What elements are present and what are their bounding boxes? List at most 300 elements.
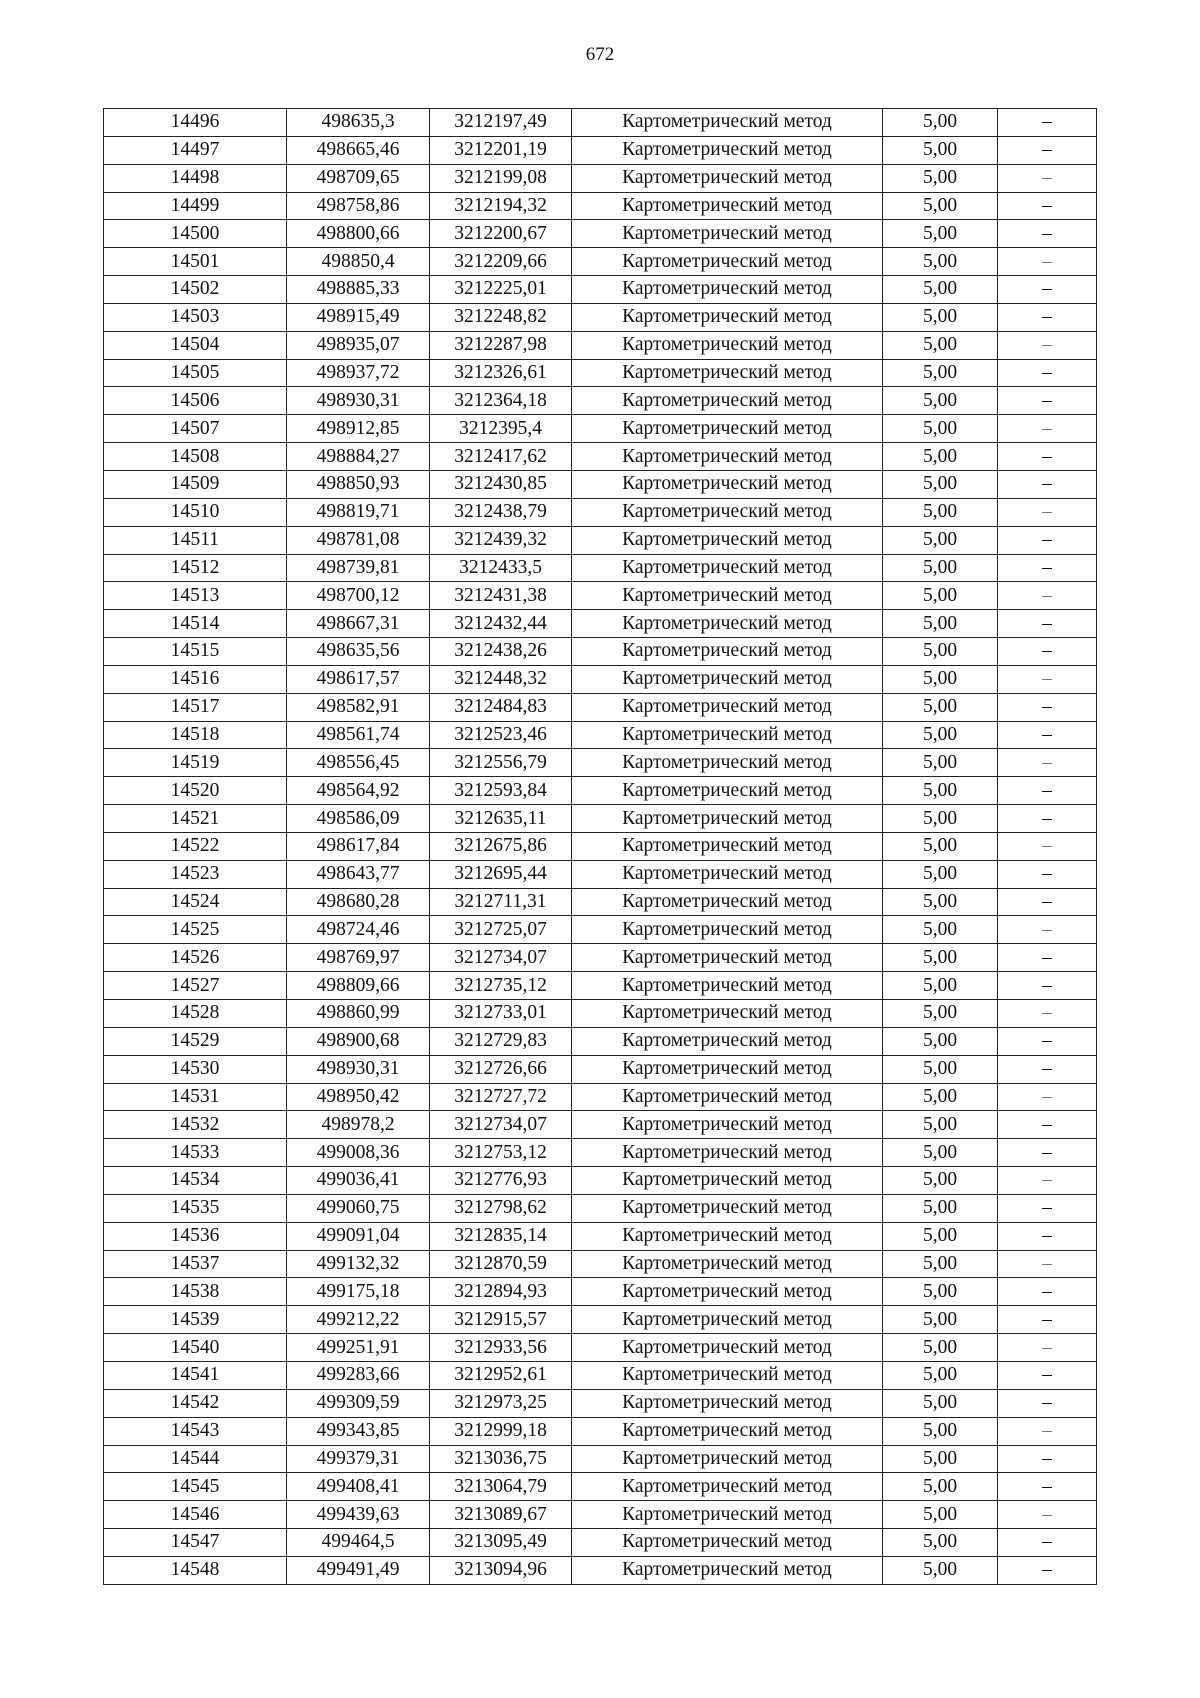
y-coordinate-cell: 3212635,11 bbox=[430, 805, 572, 833]
y-coordinate-cell: 3212753,12 bbox=[430, 1139, 572, 1167]
y-coordinate-cell: 3212952,61 bbox=[430, 1361, 572, 1389]
description-cell: – bbox=[998, 944, 1097, 972]
method-cell: Картометрический метод bbox=[572, 888, 883, 916]
x-coordinate-cell: 498586,09 bbox=[287, 805, 430, 833]
method-cell: Картометрический метод bbox=[572, 331, 883, 359]
method-cell: Картометрический метод bbox=[572, 860, 883, 888]
x-coordinate-cell: 498930,31 bbox=[287, 1055, 430, 1083]
description-cell: – bbox=[998, 1473, 1097, 1501]
y-coordinate-cell: 3212197,49 bbox=[430, 109, 572, 137]
table-row bbox=[104, 1000, 1097, 1028]
point-number-cell: 14502 bbox=[104, 276, 287, 304]
accuracy-cell: 5,00 bbox=[883, 136, 998, 164]
point-number-cell: 14509 bbox=[104, 470, 287, 498]
accuracy-cell: 5,00 bbox=[883, 470, 998, 498]
method-cell: Картометрический метод bbox=[572, 1334, 883, 1362]
method-cell: Картометрический метод bbox=[572, 777, 883, 805]
y-coordinate-cell: 3212727,72 bbox=[430, 1083, 572, 1111]
description-cell: – bbox=[998, 832, 1097, 860]
y-coordinate-cell: 3212729,83 bbox=[430, 1027, 572, 1055]
y-coordinate-cell: 3212199,08 bbox=[430, 164, 572, 192]
accuracy-cell: 5,00 bbox=[883, 1139, 998, 1167]
accuracy-cell: 5,00 bbox=[883, 498, 998, 526]
accuracy-cell: 5,00 bbox=[883, 1417, 998, 1445]
accuracy-cell: 5,00 bbox=[883, 749, 998, 777]
accuracy-cell: 5,00 bbox=[883, 1167, 998, 1195]
table-row bbox=[104, 1222, 1097, 1250]
description-cell: – bbox=[998, 109, 1097, 137]
point-number-cell: 14500 bbox=[104, 220, 287, 248]
table-row bbox=[104, 359, 1097, 387]
method-cell: Картометрический метод bbox=[572, 1027, 883, 1055]
accuracy-cell: 5,00 bbox=[883, 1000, 998, 1028]
point-number-cell: 14548 bbox=[104, 1556, 287, 1584]
point-number-cell: 14507 bbox=[104, 415, 287, 443]
description-cell: – bbox=[998, 721, 1097, 749]
point-number-cell: 14519 bbox=[104, 749, 287, 777]
y-coordinate-cell: 3212915,57 bbox=[430, 1306, 572, 1334]
description-cell: – bbox=[998, 387, 1097, 415]
point-number-cell: 14534 bbox=[104, 1167, 287, 1195]
x-coordinate-cell: 499091,04 bbox=[287, 1222, 430, 1250]
x-coordinate-cell: 499464,5 bbox=[287, 1529, 430, 1557]
coordinates-table bbox=[103, 108, 1097, 1585]
method-cell: Картометрический метод bbox=[572, 443, 883, 471]
accuracy-cell: 5,00 bbox=[883, 359, 998, 387]
accuracy-cell: 5,00 bbox=[883, 916, 998, 944]
accuracy-cell: 5,00 bbox=[883, 554, 998, 582]
y-coordinate-cell: 3212225,01 bbox=[430, 276, 572, 304]
accuracy-cell: 5,00 bbox=[883, 582, 998, 610]
y-coordinate-cell: 3212835,14 bbox=[430, 1222, 572, 1250]
method-cell: Картометрический метод bbox=[572, 164, 883, 192]
x-coordinate-cell: 498709,65 bbox=[287, 164, 430, 192]
point-number-cell: 14524 bbox=[104, 888, 287, 916]
method-cell: Картометрический метод bbox=[572, 638, 883, 666]
method-cell: Картометрический метод bbox=[572, 220, 883, 248]
point-number-cell: 14520 bbox=[104, 777, 287, 805]
description-cell: – bbox=[998, 359, 1097, 387]
y-coordinate-cell: 3212556,79 bbox=[430, 749, 572, 777]
table-row bbox=[104, 1306, 1097, 1334]
x-coordinate-cell: 499060,75 bbox=[287, 1194, 430, 1222]
description-cell: – bbox=[998, 610, 1097, 638]
accuracy-cell: 5,00 bbox=[883, 832, 998, 860]
accuracy-cell: 5,00 bbox=[883, 276, 998, 304]
description-cell: – bbox=[998, 749, 1097, 777]
method-cell: Картометрический метод bbox=[572, 1417, 883, 1445]
accuracy-cell: 5,00 bbox=[883, 1529, 998, 1557]
point-number-cell: 14517 bbox=[104, 693, 287, 721]
point-number-cell: 14510 bbox=[104, 498, 287, 526]
x-coordinate-cell: 498561,74 bbox=[287, 721, 430, 749]
description-cell: – bbox=[998, 1250, 1097, 1278]
accuracy-cell: 5,00 bbox=[883, 665, 998, 693]
y-coordinate-cell: 3212734,07 bbox=[430, 1111, 572, 1139]
point-number-cell: 14537 bbox=[104, 1250, 287, 1278]
table-row bbox=[104, 1111, 1097, 1139]
method-cell: Картометрический метод bbox=[572, 1055, 883, 1083]
table-row bbox=[104, 944, 1097, 972]
description-cell: – bbox=[998, 693, 1097, 721]
y-coordinate-cell: 3212448,32 bbox=[430, 665, 572, 693]
x-coordinate-cell: 498800,66 bbox=[287, 220, 430, 248]
y-coordinate-cell: 3212395,4 bbox=[430, 415, 572, 443]
description-cell: – bbox=[998, 1389, 1097, 1417]
description-cell: – bbox=[998, 888, 1097, 916]
x-coordinate-cell: 498700,12 bbox=[287, 582, 430, 610]
description-cell: – bbox=[998, 860, 1097, 888]
method-cell: Картометрический метод bbox=[572, 749, 883, 777]
x-coordinate-cell: 498643,77 bbox=[287, 860, 430, 888]
description-cell: – bbox=[998, 136, 1097, 164]
point-number-cell: 14515 bbox=[104, 638, 287, 666]
y-coordinate-cell: 3213089,67 bbox=[430, 1501, 572, 1529]
description-cell: – bbox=[998, 554, 1097, 582]
point-number-cell: 14497 bbox=[104, 136, 287, 164]
point-number-cell: 14539 bbox=[104, 1306, 287, 1334]
description-cell: – bbox=[998, 164, 1097, 192]
accuracy-cell: 5,00 bbox=[883, 109, 998, 137]
accuracy-cell: 5,00 bbox=[883, 805, 998, 833]
y-coordinate-cell: 3212725,07 bbox=[430, 916, 572, 944]
description-cell: – bbox=[998, 1194, 1097, 1222]
table-row bbox=[104, 1417, 1097, 1445]
table-row bbox=[104, 192, 1097, 220]
x-coordinate-cell: 499251,91 bbox=[287, 1334, 430, 1362]
table-row bbox=[104, 276, 1097, 304]
method-cell: Картометрический метод bbox=[572, 248, 883, 276]
point-number-cell: 14506 bbox=[104, 387, 287, 415]
point-number-cell: 14499 bbox=[104, 192, 287, 220]
y-coordinate-cell: 3212973,25 bbox=[430, 1389, 572, 1417]
method-cell: Картометрический метод bbox=[572, 1167, 883, 1195]
description-cell: – bbox=[998, 1278, 1097, 1306]
accuracy-cell: 5,00 bbox=[883, 972, 998, 1000]
accuracy-cell: 5,00 bbox=[883, 164, 998, 192]
point-number-cell: 14543 bbox=[104, 1417, 287, 1445]
accuracy-cell: 5,00 bbox=[883, 1556, 998, 1584]
x-coordinate-cell: 498978,2 bbox=[287, 1111, 430, 1139]
accuracy-cell: 5,00 bbox=[883, 331, 998, 359]
table-row bbox=[104, 415, 1097, 443]
accuracy-cell: 5,00 bbox=[883, 638, 998, 666]
method-cell: Картометрический метод bbox=[572, 610, 883, 638]
y-coordinate-cell: 3213064,79 bbox=[430, 1473, 572, 1501]
description-cell: – bbox=[998, 526, 1097, 554]
method-cell: Картометрический метод bbox=[572, 693, 883, 721]
y-coordinate-cell: 3212431,38 bbox=[430, 582, 572, 610]
x-coordinate-cell: 498884,27 bbox=[287, 443, 430, 471]
table-row bbox=[104, 693, 1097, 721]
x-coordinate-cell: 498564,92 bbox=[287, 777, 430, 805]
method-cell: Картометрический метод bbox=[572, 470, 883, 498]
table-row bbox=[104, 721, 1097, 749]
description-cell: – bbox=[998, 1529, 1097, 1557]
description-cell: – bbox=[998, 498, 1097, 526]
point-number-cell: 14516 bbox=[104, 665, 287, 693]
method-cell: Картометрический метод bbox=[572, 1250, 883, 1278]
accuracy-cell: 5,00 bbox=[883, 248, 998, 276]
y-coordinate-cell: 3212248,82 bbox=[430, 303, 572, 331]
description-cell: – bbox=[998, 1027, 1097, 1055]
table-row bbox=[104, 805, 1097, 833]
x-coordinate-cell: 498758,86 bbox=[287, 192, 430, 220]
table-row bbox=[104, 972, 1097, 1000]
y-coordinate-cell: 3212439,32 bbox=[430, 526, 572, 554]
y-coordinate-cell: 3212593,84 bbox=[430, 777, 572, 805]
method-cell: Картометрический метод bbox=[572, 526, 883, 554]
point-number-cell: 14531 bbox=[104, 1083, 287, 1111]
x-coordinate-cell: 498950,42 bbox=[287, 1083, 430, 1111]
point-number-cell: 14523 bbox=[104, 860, 287, 888]
table-row bbox=[104, 1501, 1097, 1529]
point-number-cell: 14505 bbox=[104, 359, 287, 387]
y-coordinate-cell: 3212726,66 bbox=[430, 1055, 572, 1083]
table-row bbox=[104, 526, 1097, 554]
page-number: 672 bbox=[585, 44, 615, 65]
x-coordinate-cell: 499212,22 bbox=[287, 1306, 430, 1334]
point-number-cell: 14533 bbox=[104, 1139, 287, 1167]
accuracy-cell: 5,00 bbox=[883, 777, 998, 805]
x-coordinate-cell: 499491,49 bbox=[287, 1556, 430, 1584]
method-cell: Картометрический метод bbox=[572, 136, 883, 164]
method-cell: Картометрический метод bbox=[572, 109, 883, 137]
point-number-cell: 14504 bbox=[104, 331, 287, 359]
description-cell: – bbox=[998, 665, 1097, 693]
x-coordinate-cell: 498819,71 bbox=[287, 498, 430, 526]
table-row bbox=[104, 387, 1097, 415]
point-number-cell: 14541 bbox=[104, 1361, 287, 1389]
description-cell: – bbox=[998, 582, 1097, 610]
point-number-cell: 14538 bbox=[104, 1278, 287, 1306]
accuracy-cell: 5,00 bbox=[883, 415, 998, 443]
y-coordinate-cell: 3212430,85 bbox=[430, 470, 572, 498]
y-coordinate-cell: 3213095,49 bbox=[430, 1529, 572, 1557]
x-coordinate-cell: 498900,68 bbox=[287, 1027, 430, 1055]
point-number-cell: 14522 bbox=[104, 832, 287, 860]
description-cell: – bbox=[998, 1417, 1097, 1445]
x-coordinate-cell: 498739,81 bbox=[287, 554, 430, 582]
x-coordinate-cell: 499132,32 bbox=[287, 1250, 430, 1278]
point-number-cell: 14525 bbox=[104, 916, 287, 944]
x-coordinate-cell: 499408,41 bbox=[287, 1473, 430, 1501]
description-cell: – bbox=[998, 1000, 1097, 1028]
y-coordinate-cell: 3212201,19 bbox=[430, 136, 572, 164]
y-coordinate-cell: 3213094,96 bbox=[430, 1556, 572, 1584]
point-number-cell: 14521 bbox=[104, 805, 287, 833]
description-cell: – bbox=[998, 220, 1097, 248]
method-cell: Картометрический метод bbox=[572, 1501, 883, 1529]
x-coordinate-cell: 499036,41 bbox=[287, 1167, 430, 1195]
table-row bbox=[104, 1167, 1097, 1195]
table-row bbox=[104, 498, 1097, 526]
point-number-cell: 14512 bbox=[104, 554, 287, 582]
description-cell: – bbox=[998, 972, 1097, 1000]
point-number-cell: 14514 bbox=[104, 610, 287, 638]
point-number-cell: 14511 bbox=[104, 526, 287, 554]
method-cell: Картометрический метод bbox=[572, 192, 883, 220]
x-coordinate-cell: 498582,91 bbox=[287, 693, 430, 721]
description-cell: – bbox=[998, 638, 1097, 666]
description-cell: – bbox=[998, 303, 1097, 331]
accuracy-cell: 5,00 bbox=[883, 1055, 998, 1083]
description-cell: – bbox=[998, 470, 1097, 498]
accuracy-cell: 5,00 bbox=[883, 1250, 998, 1278]
point-number-cell: 14508 bbox=[104, 443, 287, 471]
table-row bbox=[104, 665, 1097, 693]
accuracy-cell: 5,00 bbox=[883, 888, 998, 916]
y-coordinate-cell: 3212432,44 bbox=[430, 610, 572, 638]
description-cell: – bbox=[998, 1222, 1097, 1250]
x-coordinate-cell: 498617,84 bbox=[287, 832, 430, 860]
method-cell: Картометрический метод bbox=[572, 303, 883, 331]
point-number-cell: 14529 bbox=[104, 1027, 287, 1055]
x-coordinate-cell: 498885,33 bbox=[287, 276, 430, 304]
y-coordinate-cell: 3212933,56 bbox=[430, 1334, 572, 1362]
y-coordinate-cell: 3212733,01 bbox=[430, 1000, 572, 1028]
method-cell: Картометрический метод bbox=[572, 1000, 883, 1028]
y-coordinate-cell: 3212894,93 bbox=[430, 1278, 572, 1306]
method-cell: Картометрический метод bbox=[572, 1194, 883, 1222]
table-row bbox=[104, 1194, 1097, 1222]
table-row bbox=[104, 860, 1097, 888]
y-coordinate-cell: 3212999,18 bbox=[430, 1417, 572, 1445]
table-row bbox=[104, 777, 1097, 805]
accuracy-cell: 5,00 bbox=[883, 526, 998, 554]
point-number-cell: 14496 bbox=[104, 109, 287, 137]
point-number-cell: 14535 bbox=[104, 1194, 287, 1222]
x-coordinate-cell: 498769,97 bbox=[287, 944, 430, 972]
y-coordinate-cell: 3212417,62 bbox=[430, 443, 572, 471]
description-cell: – bbox=[998, 1556, 1097, 1584]
accuracy-cell: 5,00 bbox=[883, 1334, 998, 1362]
accuracy-cell: 5,00 bbox=[883, 1445, 998, 1473]
table-row bbox=[104, 303, 1097, 331]
description-cell: – bbox=[998, 1334, 1097, 1362]
method-cell: Картометрический метод bbox=[572, 582, 883, 610]
x-coordinate-cell: 498680,28 bbox=[287, 888, 430, 916]
accuracy-cell: 5,00 bbox=[883, 1222, 998, 1250]
accuracy-cell: 5,00 bbox=[883, 1361, 998, 1389]
y-coordinate-cell: 3212798,62 bbox=[430, 1194, 572, 1222]
x-coordinate-cell: 499439,63 bbox=[287, 1501, 430, 1529]
method-cell: Картометрический метод bbox=[572, 1529, 883, 1557]
table-row bbox=[104, 1529, 1097, 1557]
y-coordinate-cell: 3212438,79 bbox=[430, 498, 572, 526]
method-cell: Картометрический метод bbox=[572, 1111, 883, 1139]
method-cell: Картометрический метод bbox=[572, 1139, 883, 1167]
x-coordinate-cell: 498912,85 bbox=[287, 415, 430, 443]
description-cell: – bbox=[998, 192, 1097, 220]
method-cell: Картометрический метод bbox=[572, 916, 883, 944]
x-coordinate-cell: 498809,66 bbox=[287, 972, 430, 1000]
y-coordinate-cell: 3212734,07 bbox=[430, 944, 572, 972]
coordinates-table-body bbox=[104, 109, 1097, 1585]
table-row bbox=[104, 749, 1097, 777]
method-cell: Картометрический метод bbox=[572, 721, 883, 749]
point-number-cell: 14540 bbox=[104, 1334, 287, 1362]
accuracy-cell: 5,00 bbox=[883, 1194, 998, 1222]
table-row bbox=[104, 888, 1097, 916]
point-number-cell: 14513 bbox=[104, 582, 287, 610]
table-row bbox=[104, 443, 1097, 471]
y-coordinate-cell: 3212200,67 bbox=[430, 220, 572, 248]
point-number-cell: 14536 bbox=[104, 1222, 287, 1250]
table-row bbox=[104, 136, 1097, 164]
description-cell: – bbox=[998, 916, 1097, 944]
y-coordinate-cell: 3212194,32 bbox=[430, 192, 572, 220]
description-cell: – bbox=[998, 443, 1097, 471]
accuracy-cell: 5,00 bbox=[883, 860, 998, 888]
method-cell: Картометрический метод bbox=[572, 359, 883, 387]
method-cell: Картометрический метод bbox=[572, 1556, 883, 1584]
description-cell: – bbox=[998, 805, 1097, 833]
method-cell: Картометрический метод bbox=[572, 1083, 883, 1111]
point-number-cell: 14547 bbox=[104, 1529, 287, 1557]
table-row bbox=[104, 1389, 1097, 1417]
description-cell: – bbox=[998, 1445, 1097, 1473]
accuracy-cell: 5,00 bbox=[883, 220, 998, 248]
x-coordinate-cell: 499283,66 bbox=[287, 1361, 430, 1389]
table-row bbox=[104, 470, 1097, 498]
x-coordinate-cell: 498635,3 bbox=[287, 109, 430, 137]
point-number-cell: 14518 bbox=[104, 721, 287, 749]
y-coordinate-cell: 3212776,93 bbox=[430, 1167, 572, 1195]
accuracy-cell: 5,00 bbox=[883, 192, 998, 220]
y-coordinate-cell: 3212523,46 bbox=[430, 721, 572, 749]
x-coordinate-cell: 498860,99 bbox=[287, 1000, 430, 1028]
y-coordinate-cell: 3212438,26 bbox=[430, 638, 572, 666]
accuracy-cell: 5,00 bbox=[883, 1473, 998, 1501]
accuracy-cell: 5,00 bbox=[883, 1027, 998, 1055]
point-number-cell: 14546 bbox=[104, 1501, 287, 1529]
method-cell: Картометрический метод bbox=[572, 498, 883, 526]
x-coordinate-cell: 498937,72 bbox=[287, 359, 430, 387]
y-coordinate-cell: 3212675,86 bbox=[430, 832, 572, 860]
method-cell: Картометрический метод bbox=[572, 1222, 883, 1250]
x-coordinate-cell: 499309,59 bbox=[287, 1389, 430, 1417]
table-row bbox=[104, 832, 1097, 860]
accuracy-cell: 5,00 bbox=[883, 721, 998, 749]
y-coordinate-cell: 3212735,12 bbox=[430, 972, 572, 1000]
y-coordinate-cell: 3212364,18 bbox=[430, 387, 572, 415]
table-row bbox=[104, 109, 1097, 137]
point-number-cell: 14542 bbox=[104, 1389, 287, 1417]
point-number-cell: 14526 bbox=[104, 944, 287, 972]
accuracy-cell: 5,00 bbox=[883, 944, 998, 972]
description-cell: – bbox=[998, 1083, 1097, 1111]
accuracy-cell: 5,00 bbox=[883, 1083, 998, 1111]
point-number-cell: 14544 bbox=[104, 1445, 287, 1473]
accuracy-cell: 5,00 bbox=[883, 1111, 998, 1139]
description-cell: – bbox=[998, 248, 1097, 276]
table-row bbox=[104, 610, 1097, 638]
accuracy-cell: 5,00 bbox=[883, 1278, 998, 1306]
x-coordinate-cell: 498850,93 bbox=[287, 470, 430, 498]
description-cell: – bbox=[998, 415, 1097, 443]
description-cell: – bbox=[998, 1361, 1097, 1389]
y-coordinate-cell: 3213036,75 bbox=[430, 1445, 572, 1473]
accuracy-cell: 5,00 bbox=[883, 387, 998, 415]
point-number-cell: 14528 bbox=[104, 1000, 287, 1028]
y-coordinate-cell: 3212711,31 bbox=[430, 888, 572, 916]
table-row bbox=[104, 1334, 1097, 1362]
method-cell: Картометрический метод bbox=[572, 1473, 883, 1501]
description-cell: – bbox=[998, 1306, 1097, 1334]
point-number-cell: 14527 bbox=[104, 972, 287, 1000]
accuracy-cell: 5,00 bbox=[883, 610, 998, 638]
